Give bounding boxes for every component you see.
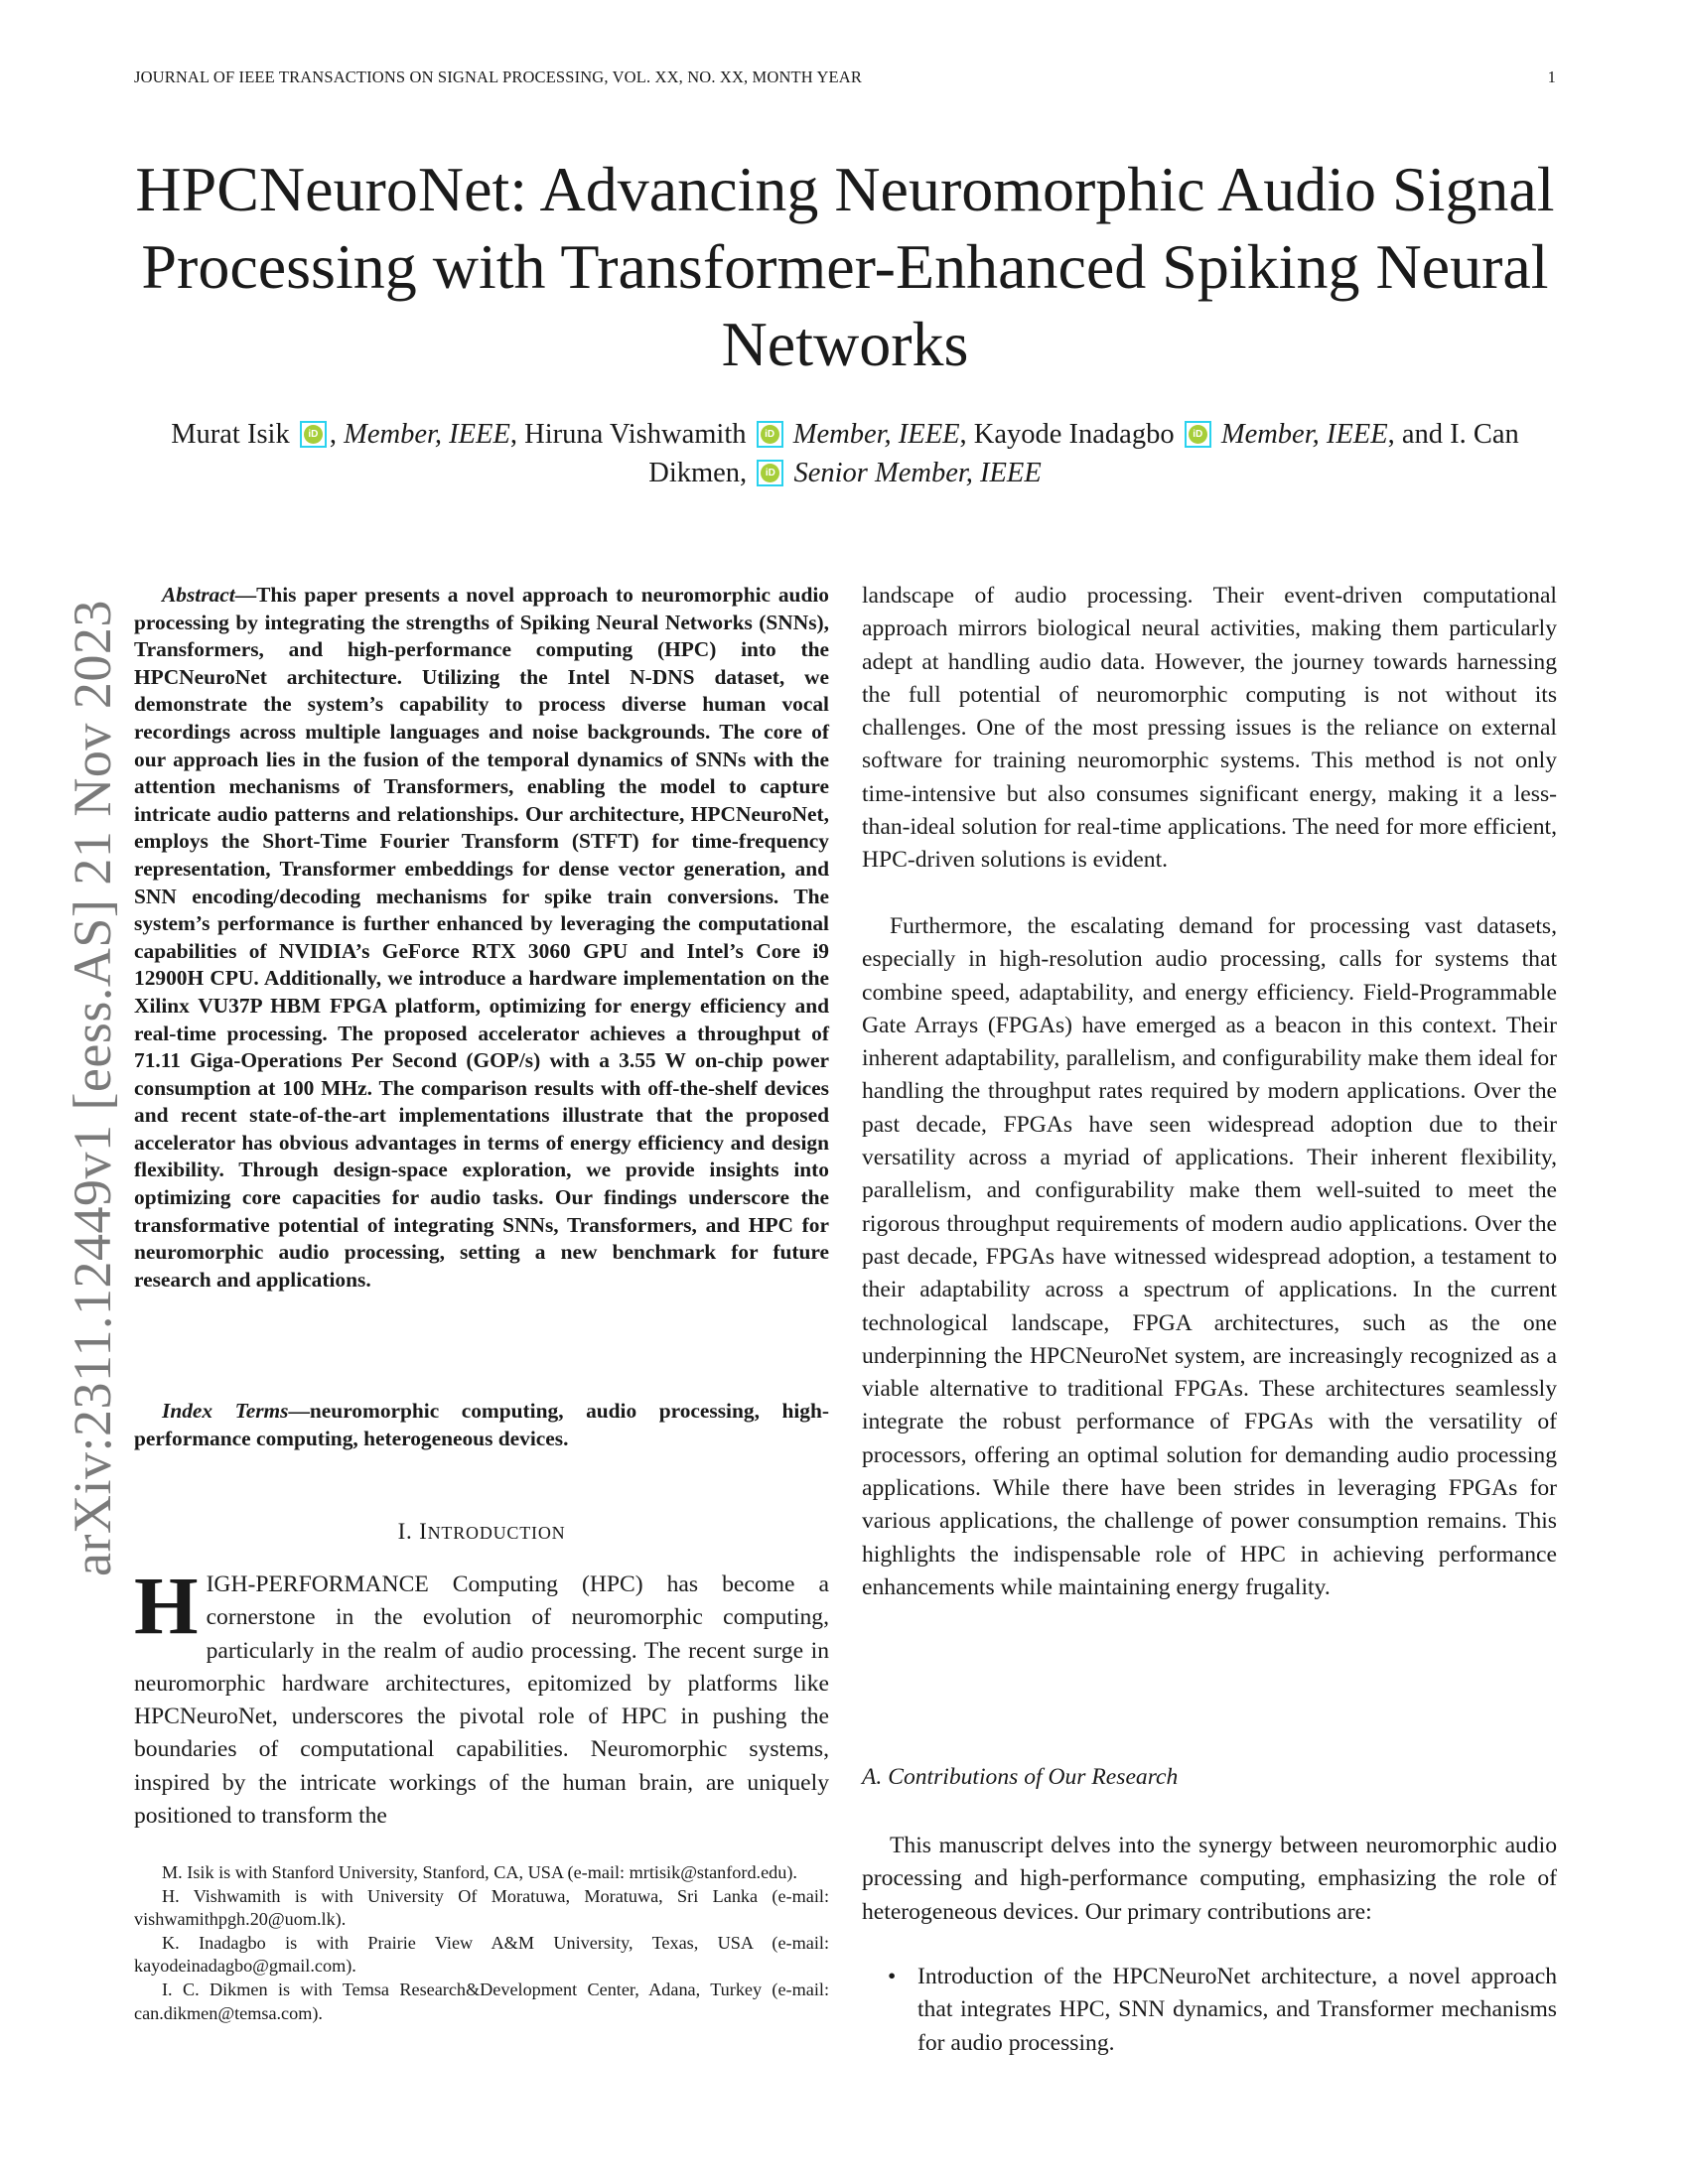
body-paragraph: Furthermore, the escalating demand for processing vast datasets, especially in high-resolution audio processing, calls for systems that combine speed, adaptability, and energy efficiency. Field-Programmable Gate Arrays (FPGAs) have emerged as a beacon in this context. Their inherent adaptability, parallelism, and configurability make them ideal for handling the throughput rates required by modern applications. Over the past decade, FPGAs have seen widespread adoption due to their versatility across a myriad of applications. Their inherent flexibility, parallelism, and configurability make them well-suited to meet the rigorous throughput requirements of modern audio applications. Over the past decade, FPGAs have witnessed widespread adoption, a testament to their adaptability across a spectrum of applications. In the current technological landscape, FPGA architectures, such as the one underpinning the HPCNeuroNet system, are increasingly recognized as a viable alternative to traditional FPGAs. These architectures seamlessly integrate the robust performance of FPGAs with the versatility of processors, offering an optimal solution for demanding audio processing applications. While there have been strides in leveraging FPGAs for various applications, the challenge of power consumption remains. This highlights the indispensable role of HPC in achieving performance enhancements while maintaining energy frugality.: [862, 913, 1557, 1600]
abstract-label: Abstract: [162, 583, 235, 607]
author-role: Senior Member, IEEE: [793, 458, 1042, 488]
body-paragraph: landscape of audio processing. Their event-driven computational approach mirrors biological neural activities, making them particularly adept at handling audio data. However, the journey towards harnessing the full potential of neuromorphic computing is not without its challenges. One of the most pressing issues is the reliance on external software for training neuromorphic systems. This method is not only time-intensive but also consumes significant energy, making it a less-than-ideal solution for real-time applications. The need for more efficient, HPC-driven solutions is evident.: [862, 583, 1557, 874]
section-heading-introduction: I. INTRODUCTION: [397, 1519, 566, 1544]
dropcap: H: [134, 1560, 199, 1651]
orcid-icon[interactable]: iD: [1185, 421, 1211, 448]
author-name: Murat Isik: [171, 419, 290, 450]
author-footnotes: [134, 1861, 829, 2025]
contributions-list: [862, 1961, 1557, 2060]
author-name: Kayode Inadagbo: [973, 419, 1175, 450]
paper-title: HPCNeuroNet: Advancing Neuromorphic Audio Signal Processing with Transformer-Enhanced Spiking Neural Networks: [135, 154, 1555, 379]
index-terms-label: Index Terms: [162, 1399, 289, 1423]
footnote: M. Isik is with Stanford University, Stanford, CA, USA (e-mail: mrtisik@stanford.edu).: [162, 1862, 797, 1882]
arxiv-identifier: arXiv:2311.12449v1 [eess.AS] 21 Nov 2023: [63, 600, 122, 1576]
index-terms: Index Terms—neuromorphic computing, audio processing, high-performance computing, heterogeneous devices.: [134, 1399, 829, 1450]
orcid-icon[interactable]: iD: [300, 421, 327, 448]
journal-line: JOURNAL OF IEEE TRANSACTIONS ON SIGNAL PROCESSING, VOL. XX, NO. XX, MONTH YEAR: [134, 68, 862, 86]
author-role: Member, IEEE: [344, 419, 510, 450]
author-role: Member, IEEE: [1220, 419, 1388, 450]
abstract: Abstract—This paper presents a novel approach to neuromorphic audio processing by integrating the strengths of Spiking Neural Networks (SNNs), Transformers, and high-performance computing (HPC) into the HPCNeuroNet architecture. Utilizing the Intel N-DNS dataset, we demonstrate the system’s capability to process diverse human vocal recordings across multiple languages and noise backgrounds. The core of our approach lies in the fusion of the temporal dynamics of SNNs with the attention mechanisms of Transformers, enabling the model to capture intricate audio patterns and relationships. Our architecture, HPCNeuroNet, employs the Short-Time Fourier Transform (STFT) for time-frequency representation, Transformer embeddings for dense vector generation, and SNN encoding/decoding mechanisms for spike train conversions. The system’s performance is further enhanced by leveraging the computational capabilities of NVIDIA’s GeForce RTX 3060 GPU and Intel’s Core i9 12900H CPU. Additionally, we introduce a hardware implementation on the Xilinx VU37P HBM FPGA platform, optimizing for energy efficiency and real-time processing. The proposed accelerator achieves a throughput of 71.11 Giga-Operations Per Second (GOP/s) with a 3.55 W on-chip power consumption at 100 MHz. The comparison results with off-the-shelf devices and recent state-of-the-art implementations illustrate that the proposed accelerator has obvious advantages in terms of energy efficiency and design flexibility. Through design-space exploration, we provide insights into optimizing core capacities for audio tasks. Our findings underscore the transformative potential of integrating SNNs, Transformers, and HPC for neuromorphic audio processing, setting a new benchmark for future research and applications.: [134, 583, 829, 1292]
introduction-paragraph: HIGH-PERFORMANCE Computing (HPC) has become a cornerstone in the evolution of neuromorphic computing, particularly in the realm of audio processing. The recent surge in neuromorphic hardware architectures, epitomized by platforms like HPCNeuroNet, underscores the pivotal role of HPC in pushing the boundaries of computational capabilities. Neuromorphic systems, inspired by the intricate workings of the human brain, are uniquely positioned to transform the: [134, 1560, 829, 1830]
author-role: Member, IEEE: [792, 419, 960, 450]
author-name: Hiruna Vishwamith: [524, 419, 747, 450]
subsection-heading: A. Contributions of Our Research: [862, 1764, 1179, 1790]
list-item: • Introduction of the HPCNeuroNet architecture, a novel approach that integrates HPC, SNN dynamics, and Transformer mechanisms for audio processing.: [888, 1964, 1557, 2056]
author-name: I. Can Dikmen,: [648, 419, 1519, 488]
body-paragraph: This manuscript delves into the synergy between neuromorphic audio processing and high-performance computing, emphasizing the role of heterogeneous devices. Our primary contributions are:: [862, 1833, 1557, 1925]
orcid-icon[interactable]: iD: [757, 460, 783, 486]
footnote: K. Inadagbo is with Prairie View A&M University, Texas, USA (e-mail: kayodeinadagbo@gmail.com).: [134, 1932, 829, 1977]
index-terms-text: neuromorphic computing, audio processing, high-performance computing, heterogeneous devices.: [134, 1399, 829, 1450]
orcid-icon[interactable]: iD: [757, 421, 783, 448]
footnote: I. C. Dikmen is with Temsa Research&Development Center, Adana, Turkey (e-mail: can.dikmen@temsa.com).: [134, 1979, 829, 2023]
page-number: 1: [1547, 68, 1556, 86]
abstract-text: This paper presents a novel approach to neuromorphic audio processing by integrating the strengths of Spiking Neural Networks (SNNs), Transformers, and high-performance computing (HPC) into the HPCNeuroNet architecture. Utilizing the Intel N-DNS dataset, we demonstrate the system’s capability to process diverse human vocal recordings across multiple languages and noise backgrounds. The core of our approach lies in the fusion of the temporal dynamics of SNNs with the attention mechanisms of Transformers, enabling the model to capture intricate audio patterns and relationships. Our architecture, HPCNeuroNet, employs the Short-Time Fourier Transform (STFT) for time-frequency representation, Transformer embeddings for dense vector generation, and SNN encoding/decoding mechanisms for spike train conversions. The system’s performance is further enhanced by leveraging the computational capabilities of NVIDIA’s GeForce RTX 3060 GPU and Intel’s Core i9 12900H CPU. Additionally, we introduce a hardware implementation on the Xilinx VU37P HBM FPGA platform, optimizing for energy efficiency and real-time processing. The proposed accelerator achieves a throughput of 71.11 Giga-Operations Per Second (GOP/s) with a 3.55 W on-chip power consumption at 100 MHz. The comparison results with off-the-shelf devices and recent state-of-the-art implementations illustrate that the proposed accelerator has obvious advantages in terms of energy efficiency and design flexibility. Through design-space exploration, we provide insights into optimizing core capacities for audio tasks. Our findings underscore the transformative potential of integrating SNNs, Transformers, and HPC for neuromorphic audio processing, setting a new benchmark for future research and applications.: [134, 583, 829, 1292]
running-header: [134, 68, 1556, 87]
footnote: H. Vishwamith is with University Of Moratuwa, Moratuwa, Sri Lanka (e-mail: vishwamithpgh.20@uom.lk).: [134, 1885, 829, 1930]
author-list: Murat Isik iD , Member, IEEE, Hiruna Vishwamith iD Member, IEEE, Kayode Inadagbo iD Member, IEEE, and I. Can Dikmen, iD Senior Member, IEEE: [171, 419, 1519, 488]
